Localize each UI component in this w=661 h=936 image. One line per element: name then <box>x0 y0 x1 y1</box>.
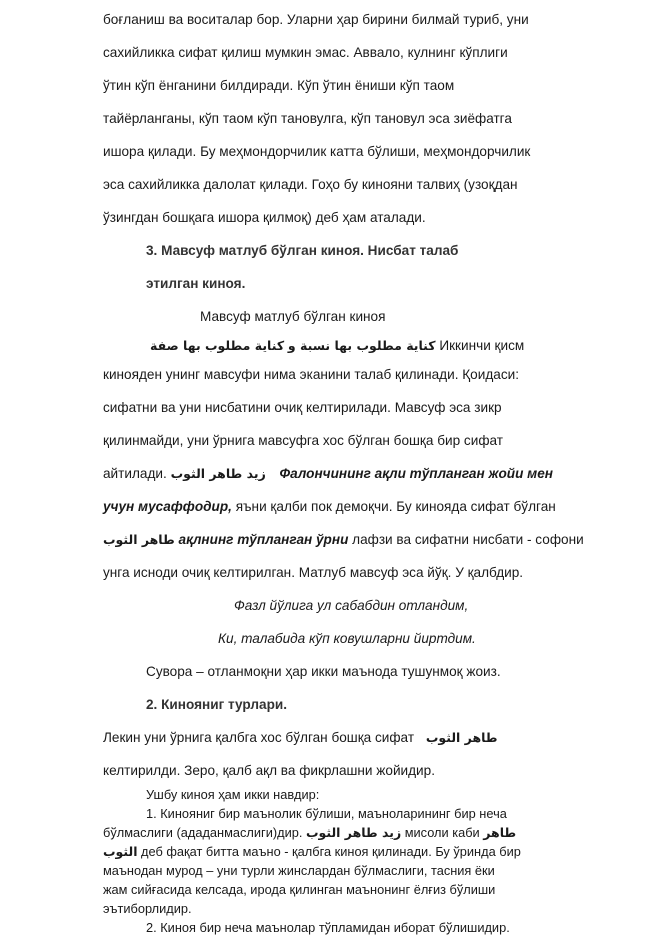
text-line: қилинмайди, уни ўрнига мавсуфга хос бўлган бошқа бир сифат <box>103 433 503 448</box>
text-line: ишора қилади. Бу меҳмондорчилик катта бўлиши, меҳмондорчилик <box>103 144 531 159</box>
text-line: жам сийғасида келсада, ирода қилинган маънонинг ёлғиз бўлиши <box>103 882 496 897</box>
text-fragment: Лекин уни ўрнига қалбга хос бўлган бошқа сифат <box>103 730 415 745</box>
subheading: Мавсуф матлуб бўлган киноя <box>200 309 386 324</box>
section-heading: 3. Мавсуф матлуб бўлган киноя. Нисбат талаб <box>146 243 459 258</box>
text-line: кинояден унинг мавсуфи нима эканини талаб қилинади. Қоидаси: <box>103 367 519 382</box>
italic-fragment: ақлнинг тўпланган ўрни <box>174 532 349 547</box>
text-line: эътиборлидир. <box>103 901 192 916</box>
italic-fragment: Фалончининг ақли тўпланган жойи мен <box>279 466 553 481</box>
arabic-phrase: كناية مطلوب بها صفة <box>150 338 285 353</box>
text-line <box>103 824 516 841</box>
text-line: Ушбу киноя ҳам икки навдир: <box>146 787 320 802</box>
arabic-phrase: طاهر الثوب <box>425 730 498 745</box>
text-fragment: мисоли каби <box>401 825 480 840</box>
text-line <box>150 337 524 355</box>
text-line: сахийликка сифат қилиш мумкин эмас. Аввало, кулнинг кўплиги <box>103 45 508 60</box>
text-line: маънодан мурод – уни турли жинслардан бўлмаслиги, тасния ёки <box>103 863 495 878</box>
text-line: боғланиш ва воситалар бор. Уларни ҳар бирини билмай туриб, уни <box>103 12 529 27</box>
text-line: ўзингдан бошқага ишора қилмоқ) деб ҳам аталади. <box>103 210 426 225</box>
arabic-phrase: زيد طاهر الثوب <box>170 466 266 481</box>
arabic-phrase: طاهر <box>483 825 517 840</box>
text-line <box>103 729 498 747</box>
text-line: Сувора – отланмоқни ҳар икки маънода тушунмоқ жоиз. <box>146 664 501 679</box>
text-line: келтирилди. Зеро, қалб ақл ва фикрлашни жойидир. <box>103 763 435 778</box>
text-line: тайёрланганы, кўп таом кўп тановулга, кўп тановул эса зиёфатга <box>103 111 512 126</box>
text-line <box>103 531 584 549</box>
arabic-phrase: كناية مطلوب بها نسبة و <box>287 338 436 353</box>
text-line: эса сахийликка далолат қилади. Гоҳо бу кинояни талвиҳ (узоқдан <box>103 177 518 192</box>
text-fragment: бўлмаслиги (ададанмаслиги)дир. <box>103 825 303 840</box>
text-line: 2. Киноя бир неча маънолар тўпламидан иборат бўлишидир. <box>146 920 510 935</box>
text-fragment: деб фақат битта маъно - қалбга киноя қилинади. Бу ўринда бир <box>137 844 521 859</box>
text-fragment: яъни қалби пок демоқчи. Бу кинояда сифат бўлган <box>231 499 556 514</box>
text-line <box>103 498 556 516</box>
arabic-phrase: زيد طاهر الثوب <box>305 825 402 840</box>
text-fragment: айтилади. <box>103 466 167 481</box>
text-fragment: Иккинчи қисм <box>439 338 525 353</box>
section-heading: 2. Кинояниг турлари. <box>146 697 288 712</box>
text-line: сифатни ва уни нисбатини очиқ келтирилади. Мавсуф эса зикр <box>103 400 502 415</box>
italic-fragment: учун мусаффодир, <box>103 499 232 514</box>
section-heading-cont: этилган киноя. <box>146 276 246 291</box>
text-line <box>103 465 553 483</box>
poem-line: Фазл йўлига ул сабабдин отландим, <box>234 598 469 613</box>
text-line <box>103 843 521 860</box>
text-fragment: лафзи ва сифатни нисбати - софони <box>348 532 584 547</box>
arabic-phrase: الثوب <box>103 844 138 859</box>
text-line: ўтин кўп ёнганини билдиради. Кўп ўтин ёниши кўп таом <box>103 78 455 93</box>
poem-line: Ки, талабида кўп ковушларни йиртдим. <box>218 631 476 646</box>
text-line: 1. Кинояниг бир маънолик бўлиши, маъноларининг бир неча <box>146 806 507 821</box>
arabic-phrase: طاهر الثوب <box>103 532 175 547</box>
text-line: унга исноди очиқ келтирилган. Матлуб мавсуф эса йўқ. У қалбдир. <box>103 565 524 580</box>
